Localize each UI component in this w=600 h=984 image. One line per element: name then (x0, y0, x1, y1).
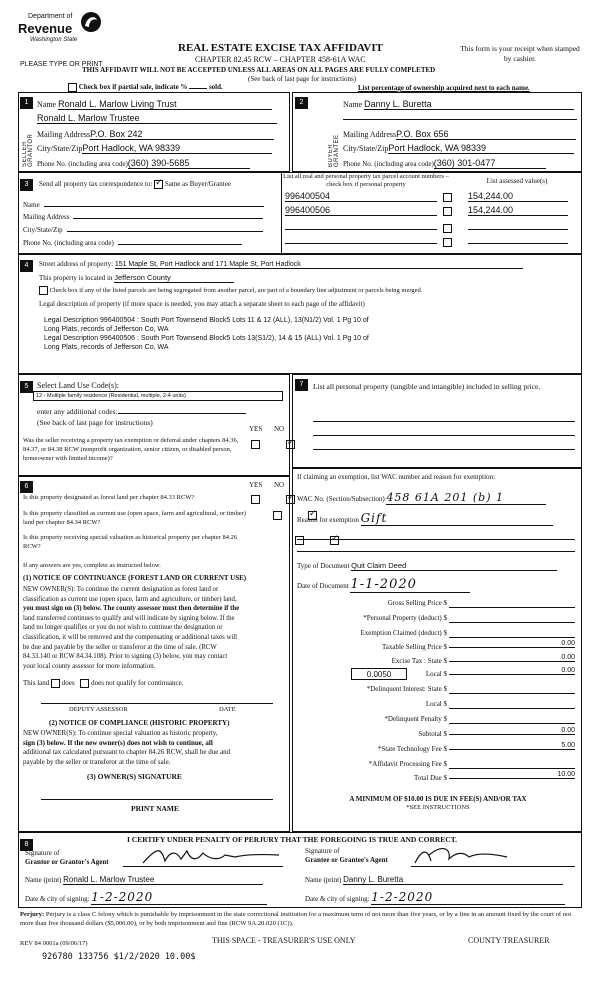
personal-property-checkbox[interactable] (443, 193, 452, 202)
segregated-checkbox[interactable] (39, 286, 48, 295)
receipt-note: This form is your receipt when stamped by cashier. (460, 44, 580, 63)
excise-tax-local[interactable]: 0.00 (449, 667, 575, 675)
agency-line2: Revenue (18, 21, 73, 36)
buyer-phone[interactable]: (360) 301-0477 (434, 158, 546, 169)
section-6-designation: 6 YES NO Is this property designated as forest land per chapter 84.33 RCW? ✓ Is this property classified as current use (open space, farm and agricultural, or timber) land per chapter 84.34 RCW? ✓ Is this property receiving special valuation as historical property per chapter 84.26 RCW? ✓ If any answers are yes, complete as instructed below. (1) NOTICE OF CONTINUANCE (FOREST LAND OR CURRENT USE) NEW OWNER(S): To continue the current designation as forest land or classification as current use (open space, farm and agriculture, or timber) land, you must sign on (3) below. The county assessor must then determine if the land transferred continues to qualify and will indicate by signing below. If the land no longer qualifies or you do not wish to continue the designation or classification, it will be removed and the compensating or additional taxes will be due and payable by the seller or transferor at the time of sale. (RCW 84.33.140 or RCW 84.34.108). Prior to signing (3) below, you may contact your local county assessor for more information. This land does does not qualify for continuance. DEPUTY ASSESSOR DATE (2) NOTICE OF COMPLIANCE (HISTORIC PROPERTY) NEW OWNER(S): To continue special valuation as historic property, sign (3) below. If the new owner(s) does not wish to continue, all additional tax calculated pursuant to chapter 84.26 RCW, shall be due and payable by the seller or transferor at the time of sale. (3) OWNER(S) SIGNATURE PRINT NAME (18, 476, 290, 832)
legal-desc-2a: Legal Description 996400506 : South Port Townsend Block5 Lots 13(S1/2), 14 & 15 (ALL) Vol. 1 Pg 10 of (44, 335, 369, 342)
corr-name-field[interactable] (44, 206, 264, 207)
same-as-buyer-label: Same as Buyer/Grantee (164, 180, 231, 189)
exemption-claimed[interactable] (449, 637, 575, 638)
parcel-number[interactable]: 996400504 (285, 191, 437, 202)
section-8-certification: 8 I CERTIFY UNDER PENALTY OF PERJURY THAT THE FOREGOING IS TRUE AND CORRECT. Signature of Grantor or Grantor's Agent Signature of Grantee or Grantee's Agent Name (print) Ronald L. Marlow Trustee Name (print) Danny L. Buretta Date & city of signing: 1-2-2020 Date & city of signing: 1-2-2020 (18, 832, 582, 908)
grantee-print-name[interactable]: Danny L. Buretta (343, 875, 563, 885)
county[interactable]: Jefferson County (114, 273, 234, 283)
buyer-side-label: BUYER GRANTEE (328, 134, 340, 167)
print-name-label: PRINT NAME (131, 804, 179, 813)
state-technology-fee[interactable]: 5.00 (449, 742, 575, 750)
personal-property-text: List all personal property (tangible and intangible) included in selling price. (313, 382, 541, 391)
section-7-tax-calculation: If claiming an exemption, list WAC number and reason for exemption: WAC No. (Section/Subsection) 458 61A 201 (b) 1 Reason for exemption Gift Type of Document Quit Claim Deed Date of Document 1-1-2020 Gross Selling Price $ *Personal Property (deduct) $ Exemption Claimed (deduct) $ Taxable Selling Price $ 0.00 Excise Tax : State $ 0.00 0.0050 Local $ 0.00 *Delinquent Interest: State $ Local $ *Delinquent Penalty $ Subtotal $ 0.00 *State Technology Fee $ 5.00 *Affidavit Processing Fee $ Total Due $ 10.00 A MINIMUM OF $10.00 IS DUE IN FEE(S) AND/OR TAX *SEE INSTRUCTIONS (292, 468, 582, 832)
exemption-yes-checkbox[interactable] (251, 440, 260, 449)
if-yes-text: If any answers are yes, complete as instructed below. (23, 562, 161, 569)
parcels-header: List all real and personal property tax parcel account numbers – check box if personal property (283, 173, 449, 188)
grantee-signing-date[interactable]: 1-2-2020 (371, 890, 565, 905)
parcel-row (285, 219, 568, 233)
dor-swirl-icon (80, 10, 102, 34)
section-3-correspondence: 3 Send all property tax correspondence to: ✓ Same as Buyer/Grantee Name Mailing Address City/State/Zip Phone No. (including area code) List all real and personal property tax parcel account numbers – check box if personal property List assessed value(s) 996400504 154,244.00 996400506 154,244.00 (18, 172, 582, 254)
delinquent-penalty[interactable] (449, 723, 575, 724)
deputy-assessor-label: DEPUTY ASSESSOR (69, 706, 128, 713)
form-subtitle: CHAPTER 82.45 RCW – CHAPTER 458-61A WAC (195, 55, 366, 64)
section-2-buyer: 2 BUYER GRANTEE Name Danny L. Buretta Mailing AddressP.O. Box 656 City/State/ZipPort Hadlock, WA 98339 Phone No. (including area code)(360) 301-0477 (292, 92, 582, 172)
section-4-badge: 4 (20, 260, 33, 272)
partial-sale (68, 83, 223, 92)
compliance-title: (2) NOTICE OF COMPLIANCE (HISTORIC PROPERTY) (49, 719, 230, 727)
taxable-selling-price[interactable]: 0.00 (449, 640, 575, 648)
document-type[interactable]: Quit Claim Deed (351, 561, 557, 571)
section-8-badge: 8 (20, 839, 33, 851)
gross-selling-price[interactable] (449, 607, 575, 608)
grantor-print-name[interactable]: Ronald L. Marlow Trustee (63, 875, 263, 885)
subtotal[interactable]: 0.00 (449, 727, 575, 735)
form-title: REAL ESTATE EXCISE TAX AFFIDAVIT (178, 42, 383, 54)
same-as-buyer-checkbox[interactable] (154, 180, 163, 189)
personal-property-checkbox[interactable] (443, 238, 452, 247)
section-2-badge: 2 (295, 97, 308, 109)
parcel-row (285, 205, 568, 216)
current-use-question: Is this property classified as current use (open space, farm and agricultural, or timber) land per chapter 84.34 RCW? (23, 510, 246, 526)
seller-phone[interactable]: (360) 390-5685 (128, 158, 250, 169)
document-date[interactable]: 1-1-2020 (350, 577, 470, 593)
assessed-header: List assessed value(s) (486, 177, 548, 185)
excise-tax-state[interactable]: 0.00 (449, 654, 575, 662)
assessed-value[interactable] (468, 233, 568, 244)
section-3-badge: 3 (20, 179, 33, 191)
agency-line1: Department of (28, 13, 73, 20)
assessed-value[interactable]: 154,244.00 (468, 191, 568, 202)
seller-side-label: SELLER GRANTOR (22, 133, 34, 167)
agency-line3: Washington State (30, 37, 78, 43)
section-5-badge: 5 (20, 381, 33, 393)
personal-property-checkbox[interactable] (443, 224, 452, 233)
parcel-number[interactable]: 996400506 (285, 205, 437, 216)
section-4-property: 4 Street address of property: 151 Maple St, Port Hadlock and 171 Maple St, Port Hadlock This property is located in Jefferson County Check box if any of the listed parcels are being segregated from another parcel, are part of a boundary line adjustment or parcels being merged. Legal description of property (if more space is needed, you may attach a separate sheet to each page of the affidavit) Legal Description 996400504 : South Port Townsend Block5 Lots 11 & 12 (ALL), 13(N1/2) Vol. 1 Pg 10 of Long Plats, records of Jefferson Co, WA Legal Description 996400506 : South Port Townsend Block5 Lots 13(S1/2), 14 & 15 (ALL) Vol. 1 Pg 10 of Long Plats, records of Jefferson Co, WA (18, 254, 582, 374)
ownership-note: List percentage of ownership acquired next to each name. (358, 84, 530, 92)
grantee-signature-icon[interactable] (411, 843, 521, 867)
personal-property-deduct[interactable] (449, 622, 575, 623)
exemption-claim-label: If claiming an exemption, list WAC number and reason for exemption: (297, 473, 495, 481)
section-1-badge: 1 (20, 97, 33, 109)
assessed-value[interactable] (468, 219, 568, 230)
see-instructions: *SEE INSTRUCTIONS (406, 804, 470, 811)
partial-sale-sold: sold. (208, 83, 223, 92)
parcel-row (285, 233, 568, 247)
legal-desc-1a: Legal Description 996400504 : South Port Townsend Block5 Lots 11 & 12 (ALL), 13(N1/2) Vol. 1 Pg 10 of (44, 317, 369, 324)
personal-property-checkbox[interactable] (443, 207, 452, 216)
land-does-checkbox[interactable] (51, 679, 60, 688)
wac-number[interactable]: 458 61A 201 (b) 1 (386, 491, 546, 505)
section-7-badge: 7 (295, 379, 308, 391)
total-due[interactable]: 10.00 (449, 771, 575, 779)
instructions-note: (See back of last page for instructions) (248, 75, 357, 83)
section-6-badge: 6 (20, 481, 33, 493)
delinquent-interest-state[interactable] (449, 693, 575, 694)
grantor-signing-date[interactable]: 1-2-2020 (91, 890, 267, 905)
forest-yes-checkbox[interactable] (251, 495, 260, 504)
corr-phone-field[interactable] (118, 244, 242, 245)
partial-sale-label: Check box if partial sale, indicate % (78, 83, 188, 92)
seller-name2[interactable]: Ronald L. Marlow Trustee (37, 113, 277, 124)
date-label: DATE (219, 706, 236, 713)
compliance-body: NEW OWNER(S): To continue special valuation as historic property, sign (3) below. If the new owner(s) does not wish to continue, all additional tax calculated pursuant to chapter 84.26 RCW, shall be due and payable by the seller or transferor at the time of sale. (23, 729, 231, 766)
form-revision: REV 84 0001a (09/06/17) (20, 940, 88, 947)
owner-signature-label: (3) OWNER(S) SIGNATURE (87, 772, 182, 781)
buyer-city[interactable]: Port Hadlock, WA 98339 (388, 143, 574, 154)
forest-land-question: Is this property designated as forest land per chapter 84.33 RCW? (23, 494, 195, 501)
certify-text: I CERTIFY UNDER PENALTY OF PERJURY THAT THE FOREGOING IS TRUE AND CORRECT. (127, 835, 458, 844)
assessed-value[interactable]: 154,244.00 (468, 205, 568, 216)
seller-name[interactable]: Ronald L. Marlow Living Trust (58, 99, 272, 110)
additional-codes-field[interactable] (118, 413, 246, 414)
minimum-fee-note: A MINIMUM OF $10.00 IS DUE IN FEE(S) AND/OR TAX (349, 795, 527, 803)
grantor-signature-icon[interactable] (139, 845, 289, 867)
partial-sale-checkbox[interactable] (68, 83, 77, 92)
delinquent-interest-local[interactable] (449, 708, 575, 709)
owner-signature-field[interactable] (41, 799, 273, 800)
corr-city-field[interactable] (67, 231, 263, 232)
section-7-personal-property (292, 374, 582, 468)
seller-mailing[interactable]: P.O. Box 242 (90, 129, 274, 140)
land-use-value: 12 - Multiple family residence (Residential, multiple, 2-4 units) (36, 393, 186, 399)
continuance-title: (1) NOTICE OF CONTINUANCE (FOREST LAND OR CURRENT USE) (23, 574, 247, 582)
buyer-mailing[interactable]: P.O. Box 656 (396, 129, 576, 140)
section-5-land-use: 5 Select Land Use Code(s): 12 - Multiple family residence (Residential, multiple, 2-4 units) enter any additional codes: (See back of last page for instructions) YES NO Was the seller receiving a property tax exemption or deferral under chapters 84.36, 84.37, or 84.38 RCW (nonprofit organization, senior citizen, or disabled person, homeowner with limited income)? ✓ (18, 374, 290, 476)
treasurer-only-label: THIS SPACE - TREASURER'S USE ONLY (212, 936, 356, 945)
perjury-notice: Perjury: Perjury is a class C felony which is punishable by imprisonment in the state correctional institution for a maximum term of not more than five years, or by a fine in an amount fixed by the court of not more than five thousand dollars ($5,000.00), or by both imprisonment and fine (RCW 9A.20.020 (1C)). (20, 911, 572, 927)
legal-desc-1b: Long Plats, records of Jefferson Co, WA (44, 326, 169, 333)
corr-mailing-field[interactable] (73, 218, 263, 219)
historical-question: Is this property receiving special valuation as historical property per chapter 84.26 RCW? (23, 534, 238, 550)
receipt-stamp: 926780 133756 $1/2/2020 10.00$ (42, 952, 196, 962)
land-use-select[interactable] (33, 391, 283, 401)
street-address[interactable]: 151 Maple St, Port Hadlock and 171 Maple St, Port Hadlock (115, 261, 523, 269)
parcel-row (285, 191, 568, 202)
section-1-seller: 1 SELLER GRANTOR Name Ronald L. Marlow Living Trust Ronald L. Marlow Trustee Mailing AddressP.O. Box 242 City/State/ZipPort Hadlock, WA 98339 Phone No. (including area code)(360) 390-5685 (18, 92, 290, 172)
exemption-question: Was the seller receiving a property tax exemption or deferral under chapters 84.36, 84.37, or 84.38 RCW (nonprofit organization, senior citizen, or disabled person, homeowner with limited income)? (23, 437, 239, 462)
local-rate[interactable]: 0.0050 (351, 668, 407, 680)
exemption-reason[interactable]: Gift (361, 511, 553, 526)
type-or-print: PLEASE TYPE OR PRINT (20, 61, 103, 68)
land-does-not-checkbox[interactable] (80, 679, 89, 688)
parcel-number[interactable] (285, 233, 437, 244)
warning-text: THIS AFFIDAVIT WILL NOT BE ACCEPTED UNLESS ALL AREAS ON ALL PAGES ARE FULLY COMPLETED (82, 66, 436, 74)
county-treasurer-label: COUNTY TREASURER (468, 936, 550, 945)
seller-city[interactable]: Port Hadlock, WA 98339 (82, 143, 272, 154)
parcel-number[interactable] (285, 219, 437, 230)
current-use-yes-checkbox[interactable] (273, 511, 282, 520)
buyer-name[interactable]: Danny L. Buretta (364, 99, 574, 110)
legal-desc-2b: Long Plats, records of Jefferson Co, WA (44, 344, 169, 351)
continuance-body: NEW OWNER(S): To continue the current designation as forest land or classification as current use (open space, farm and agriculture, or timber) land, you must sign on (3) below. The county assessor must then determine if the land transferred continues to qualify and will indicate by signing below. If the land no longer qualifies or you do not wish to continue the designation or classification, it will be removed and the compensating or additional taxes will be due and payable by the seller or transferor at the time of sale. (RCW 84.33.140 or RCW 84.34.108). Prior to signing (3) below, you may contact your local county assessor for more information. (23, 586, 240, 670)
dor-logo (18, 10, 108, 52)
affidavit-processing-fee[interactable] (449, 768, 575, 769)
